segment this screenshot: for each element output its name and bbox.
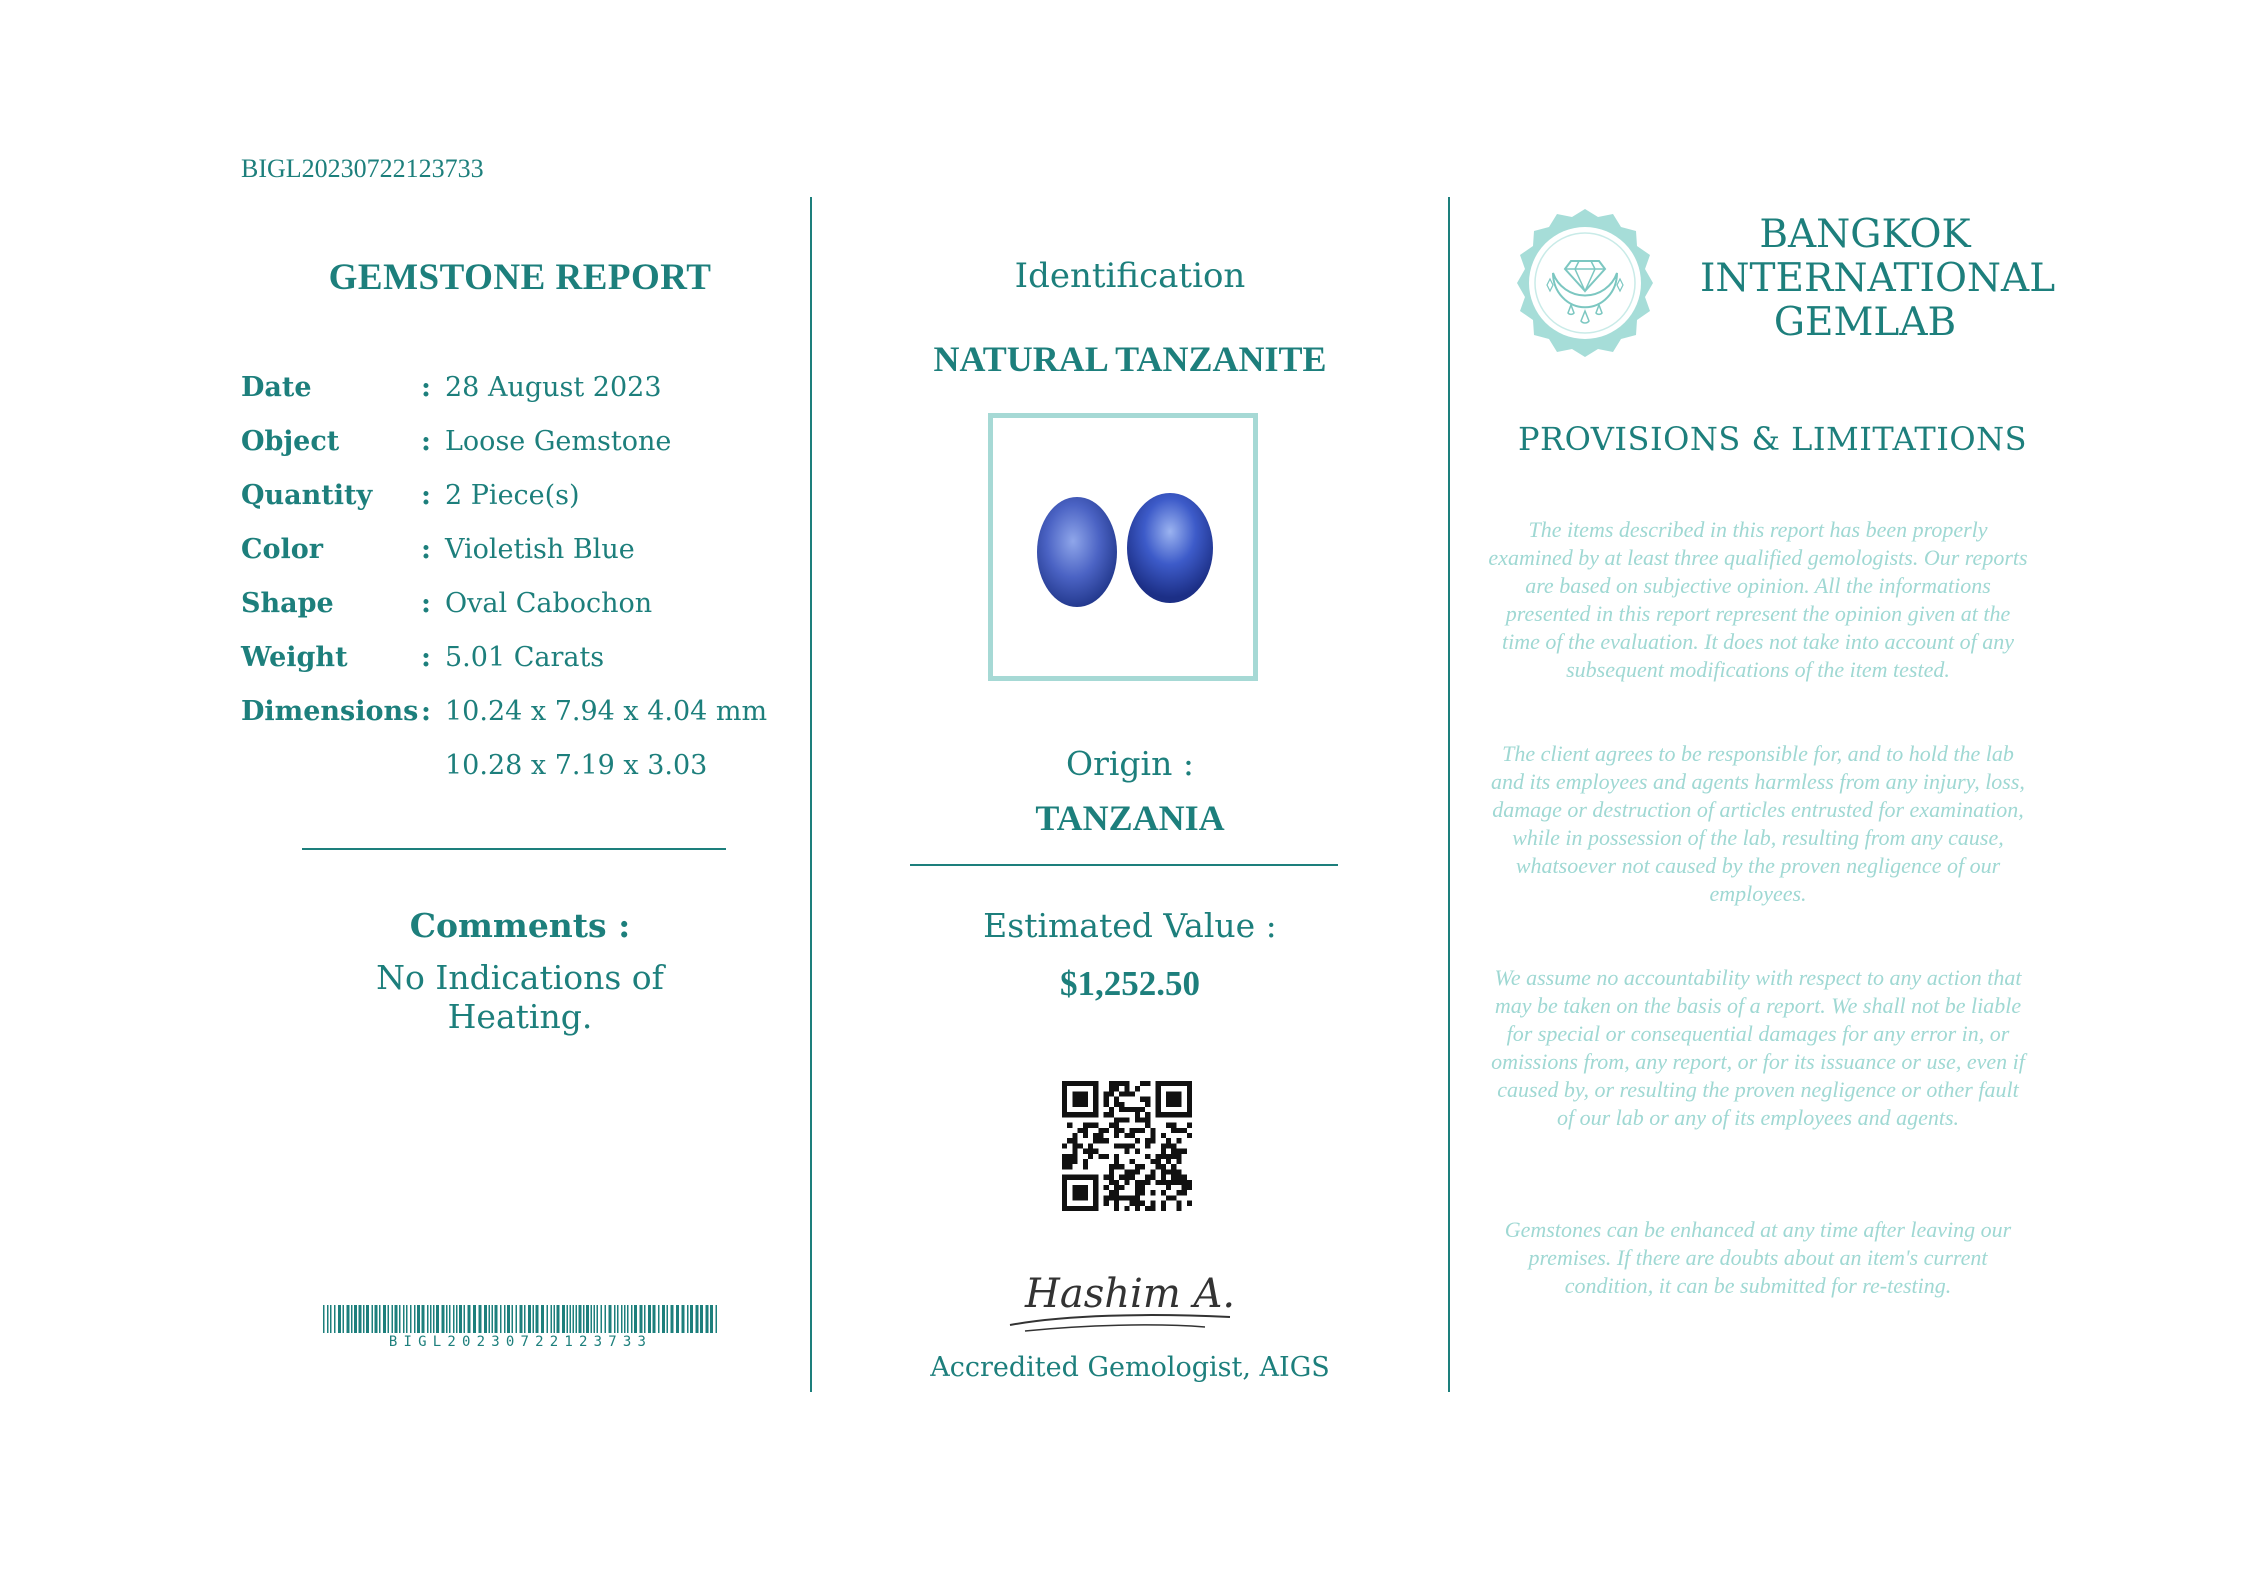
provisions-paragraph: We assume no accountability with respect to any action that may be taken on the basis of a report. We shall not be liable for special or consequential damages for any error in, or omissions from, any report, or for its issuance or use, even if caused by, or resulting the proven negligence or other fault of our lab or any of its employees and agents. xyxy=(1491,965,2025,1130)
field-value: Oval Cabochon xyxy=(445,588,653,619)
field-label: Color xyxy=(241,534,323,565)
field-colon: : xyxy=(421,534,431,565)
lab-seal-logo xyxy=(1505,203,1665,363)
field-label: Dimensions xyxy=(241,696,419,727)
provisions-paragraph: Gemstones can be enhanced at any time after leaving our premises. If there are doubts about an item's current condition, it can be submitted for re-testing. xyxy=(1504,1217,2012,1298)
estimated-value-label: Estimated Value : xyxy=(983,906,1277,945)
field-label: Date xyxy=(241,372,312,403)
field-colon: : xyxy=(421,480,431,511)
field-value: 10.24 x 7.94 x 4.04 mm xyxy=(445,696,768,727)
estimated-value: $1,252.50 xyxy=(1060,964,1200,1003)
origin-value: TANZANIA xyxy=(1035,798,1225,838)
field-colon: : xyxy=(421,696,431,727)
field-label: Shape xyxy=(241,588,334,619)
field-value: Violetish Blue xyxy=(445,534,635,565)
comments-title: Comments : xyxy=(409,906,631,945)
comments-text: No Indications of Heating. xyxy=(376,958,664,1036)
lab-name-line: GEMLAB xyxy=(1773,300,1957,345)
field-value: 5.01 Carats xyxy=(445,642,605,673)
lab-name-line: INTERNATIONAL xyxy=(1700,256,2056,301)
barcode-text: BIGL20230722123733 xyxy=(388,1334,653,1350)
field-label: Object xyxy=(241,426,340,457)
field-value: 10.28 x 7.19 x 3.03 xyxy=(445,750,708,781)
stone-name: NATURAL TANZANITE xyxy=(933,339,1327,379)
field-label: Quantity xyxy=(241,480,373,511)
field-colon: : xyxy=(421,372,431,403)
gemologist-title: Accredited Gemologist, AIGS xyxy=(930,1352,1330,1383)
provisions-paragraph: The items described in this report has been properly examined by at least three qualified gemologists. Our reports are based on subjective opinion. All the informations presented in this report represent the opinion given at the time of the evaluation. It does not take into account of any subsequent modifications of the item tested. xyxy=(1488,517,2028,682)
identification-label: Identification xyxy=(1014,256,1246,296)
divider-line xyxy=(302,848,726,850)
stone-right xyxy=(1127,493,1213,603)
report-title: GEMSTONE REPORT xyxy=(328,257,712,298)
signature-image xyxy=(1005,1255,1235,1340)
field-colon: : xyxy=(421,426,431,457)
field-value: 2 Piece(s) xyxy=(445,480,580,511)
stone-left xyxy=(1037,497,1117,607)
lab-name-line: BANGKOK xyxy=(1759,212,1971,257)
gemstone-photo xyxy=(988,413,1258,681)
gemstone-image xyxy=(993,418,1253,676)
qr-code-image xyxy=(1062,1081,1192,1211)
report-id: BIGL20230722123733 xyxy=(241,154,484,183)
provisions-title: PROVISIONS & LIMITATIONS xyxy=(1518,420,2027,458)
barcode-image xyxy=(323,1305,718,1333)
field-colon: : xyxy=(421,588,431,619)
provisions-paragraph: The client agrees to be responsible for, and to hold the lab and its employees and agents harmless from any injury, loss, damage or destruction of articles entrusted for examination, while in possession of the lab, resulting from any cause, whatsoever not caused by the proven negligence of our employees. xyxy=(1491,741,2025,906)
field-label: Weight xyxy=(241,642,348,673)
lab-name xyxy=(1700,212,2056,345)
signature-text: Hashim A. xyxy=(1025,1271,1235,1317)
divider-line xyxy=(910,864,1338,866)
origin-label: Origin : xyxy=(1066,744,1194,783)
field-value: Loose Gemstone xyxy=(445,426,672,457)
field-colon: : xyxy=(421,642,431,673)
field-value: 28 August 2023 xyxy=(445,372,662,403)
